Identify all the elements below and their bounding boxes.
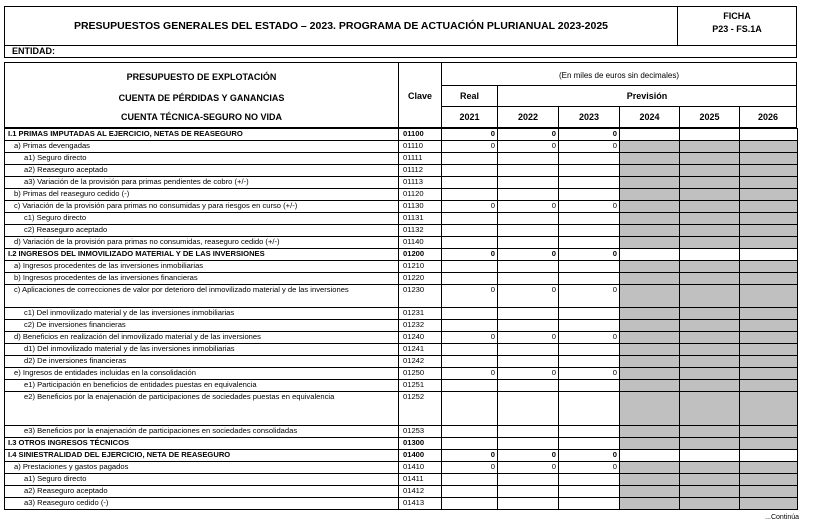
forecast-cell-2024 bbox=[620, 498, 680, 510]
value-cell-2023[interactable] bbox=[559, 273, 620, 285]
row-label: a) Prestaciones y gastos pagados bbox=[5, 462, 399, 474]
entidad-row bbox=[4, 45, 797, 58]
row-clave: 01200 bbox=[399, 249, 442, 261]
forecast-cell-2026 bbox=[740, 438, 798, 450]
forecast-cell-2025[interactable] bbox=[680, 450, 740, 462]
row-clave: 01300 bbox=[399, 438, 442, 450]
forecast-cell-2026 bbox=[740, 213, 798, 225]
value-cell-2022[interactable]: 0 bbox=[498, 332, 559, 344]
forecast-cell-2024 bbox=[620, 225, 680, 237]
value-cell-2023[interactable] bbox=[559, 165, 620, 177]
row-label: a1) Seguro directo bbox=[5, 474, 399, 486]
value-cell-2021[interactable] bbox=[442, 225, 498, 237]
header-clave: Clave bbox=[407, 91, 433, 101]
value-cell-2023[interactable] bbox=[559, 474, 620, 486]
forecast-cell-2025 bbox=[680, 474, 740, 486]
row-label: b) Ingresos procedentes de las inversiones financieras bbox=[5, 273, 399, 285]
value-cell-2021[interactable] bbox=[442, 498, 498, 510]
row-label: b) Primas del reaseguro cedido (-) bbox=[5, 189, 399, 201]
row-clave: 01230 bbox=[399, 285, 442, 308]
value-cell-2021[interactable] bbox=[442, 344, 498, 356]
forecast-cell-2024 bbox=[620, 344, 680, 356]
table-row bbox=[5, 380, 798, 392]
value-cell-2022[interactable] bbox=[498, 165, 559, 177]
header-left-line2: CUENTA DE PÉRDIDAS Y GANANCIAS bbox=[118, 93, 285, 103]
value-cell-2022[interactable] bbox=[498, 426, 559, 438]
row-label: c1) Seguro directo bbox=[5, 213, 399, 225]
row-label: I.1 PRIMAS IMPUTADAS AL EJERCICIO, NETAS DE REASEGURO bbox=[5, 129, 399, 141]
value-cell-2023[interactable]: 0 bbox=[559, 201, 620, 213]
forecast-cell-2025 bbox=[680, 201, 740, 213]
forecast-cell-2026 bbox=[740, 392, 798, 426]
value-cell-2023[interactable]: 0 bbox=[559, 129, 620, 141]
forecast-cell-2026 bbox=[740, 356, 798, 368]
value-cell-2021[interactable] bbox=[442, 320, 498, 332]
table-row bbox=[5, 189, 798, 201]
row-label: e1) Participación en beneficios de entidades puestas en equivalencia bbox=[5, 380, 399, 392]
forecast-cell-2024 bbox=[620, 438, 680, 450]
year-2024: 2024 bbox=[639, 112, 660, 122]
ficha-code: P23 - FS.1A bbox=[712, 24, 762, 34]
ficha-label: FICHA bbox=[723, 11, 751, 21]
value-cell-2021[interactable] bbox=[442, 165, 498, 177]
forecast-cell-2025 bbox=[680, 285, 740, 308]
value-cell-2022[interactable] bbox=[498, 189, 559, 201]
forecast-cell-2026 bbox=[740, 344, 798, 356]
value-cell-2023[interactable] bbox=[559, 237, 620, 249]
header-real: Real bbox=[459, 91, 479, 101]
forecast-cell-2025 bbox=[680, 261, 740, 273]
row-clave: 01131 bbox=[399, 213, 442, 225]
units-note-text: (En miles de euros sin decimales) bbox=[558, 71, 680, 80]
table-row bbox=[5, 462, 798, 474]
table-row bbox=[5, 225, 798, 237]
value-cell-2022[interactable]: 0 bbox=[498, 368, 559, 380]
value-cell-2023[interactable]: 0 bbox=[559, 332, 620, 344]
value-cell-2021[interactable] bbox=[442, 261, 498, 273]
forecast-cell-2025 bbox=[680, 153, 740, 165]
value-cell-2021[interactable] bbox=[442, 177, 498, 189]
forecast-cell-2025 bbox=[680, 308, 740, 320]
value-cell-2023[interactable]: 0 bbox=[559, 368, 620, 380]
row-clave: 01100 bbox=[399, 129, 442, 141]
forecast-cell-2026 bbox=[740, 462, 798, 474]
forecast-cell-2026 bbox=[740, 189, 798, 201]
forecast-cell-2026 bbox=[740, 273, 798, 285]
row-clave: 01252 bbox=[399, 392, 442, 426]
forecast-cell-2025 bbox=[680, 392, 740, 426]
table-row bbox=[5, 261, 798, 273]
forecast-cell-2026 bbox=[740, 474, 798, 486]
value-cell-2021[interactable] bbox=[442, 153, 498, 165]
row-label: a) Primas devengadas bbox=[5, 141, 399, 153]
forecast-cell-2026 bbox=[740, 486, 798, 498]
value-cell-2023[interactable] bbox=[559, 225, 620, 237]
value-cell-2021[interactable]: 0 bbox=[442, 450, 498, 462]
value-cell-2021[interactable]: 0 bbox=[442, 285, 498, 308]
row-label: d2) De inversiones financieras bbox=[5, 356, 399, 368]
forecast-cell-2024 bbox=[620, 486, 680, 498]
table-row bbox=[5, 141, 798, 153]
forecast-cell-2024 bbox=[620, 320, 680, 332]
forecast-cell-2026 bbox=[740, 201, 798, 213]
value-cell-2023[interactable] bbox=[559, 486, 620, 498]
table-row bbox=[5, 498, 798, 510]
value-cell-2022[interactable]: 0 bbox=[498, 141, 559, 153]
row-label: c) Variación de la provisión para primas no consumidas y para riesgos en curso (+/-) bbox=[5, 201, 399, 213]
forecast-cell-2024 bbox=[620, 368, 680, 380]
row-label: a1) Seguro directo bbox=[5, 153, 399, 165]
table-row bbox=[5, 273, 798, 285]
row-label: c2) De inversiones financieras bbox=[5, 320, 399, 332]
row-clave: 01220 bbox=[399, 273, 442, 285]
value-cell-2022[interactable] bbox=[498, 356, 559, 368]
forecast-cell-2026 bbox=[740, 380, 798, 392]
value-cell-2023[interactable]: 0 bbox=[559, 249, 620, 261]
row-label: d1) Del inmovilizado material y de las inversiones inmobiliarias bbox=[5, 344, 399, 356]
forecast-cell-2026 bbox=[740, 225, 798, 237]
row-label: c2) Reaseguro aceptado bbox=[5, 225, 399, 237]
header-left-line1: PRESUPUESTO DE EXPLOTACIÓN bbox=[126, 72, 277, 82]
forecast-cell-2025 bbox=[680, 177, 740, 189]
value-cell-2022[interactable]: 0 bbox=[498, 201, 559, 213]
table-row bbox=[5, 368, 798, 380]
table-row bbox=[5, 285, 798, 308]
forecast-cell-2025 bbox=[680, 438, 740, 450]
value-cell-2022[interactable] bbox=[498, 261, 559, 273]
continua-note bbox=[765, 514, 799, 521]
forecast-cell-2024 bbox=[620, 165, 680, 177]
row-clave: 01400 bbox=[399, 450, 442, 462]
forecast-cell-2024 bbox=[620, 308, 680, 320]
forecast-cell-2026 bbox=[740, 177, 798, 189]
row-label: I.4 SINIESTRALIDAD DEL EJERCICIO, NETA DE REASEGURO bbox=[5, 450, 399, 462]
forecast-cell-2025[interactable] bbox=[680, 249, 740, 261]
value-cell-2022[interactable] bbox=[498, 486, 559, 498]
value-cell-2021[interactable] bbox=[442, 356, 498, 368]
row-clave: 01411 bbox=[399, 474, 442, 486]
forecast-cell-2024 bbox=[620, 356, 680, 368]
row-clave: 01241 bbox=[399, 344, 442, 356]
value-cell-2021[interactable] bbox=[442, 273, 498, 285]
value-cell-2022[interactable]: 0 bbox=[498, 129, 559, 141]
value-cell-2022[interactable]: 0 bbox=[498, 450, 559, 462]
header-left-line3: CUENTA TÉCNICA-SEGURO NO VIDA bbox=[120, 112, 282, 122]
column-header bbox=[4, 62, 797, 128]
value-cell-2021[interactable]: 0 bbox=[442, 249, 498, 261]
value-cell-2023[interactable] bbox=[559, 380, 620, 392]
value-cell-2022[interactable] bbox=[498, 498, 559, 510]
value-cell-2021[interactable] bbox=[442, 237, 498, 249]
value-cell-2023[interactable] bbox=[559, 213, 620, 225]
forecast-cell-2024 bbox=[620, 332, 680, 344]
value-cell-2021[interactable]: 0 bbox=[442, 332, 498, 344]
table-row bbox=[5, 201, 798, 213]
forecast-cell-2026[interactable] bbox=[740, 249, 798, 261]
forecast-cell-2024 bbox=[620, 237, 680, 249]
forecast-cell-2024[interactable] bbox=[620, 450, 680, 462]
forecast-cell-2024 bbox=[620, 392, 680, 426]
value-cell-2021[interactable] bbox=[442, 486, 498, 498]
table-row bbox=[5, 165, 798, 177]
forecast-cell-2026 bbox=[740, 261, 798, 273]
forecast-cell-2024 bbox=[620, 177, 680, 189]
value-cell-2022[interactable] bbox=[498, 308, 559, 320]
value-cell-2022[interactable]: 0 bbox=[498, 249, 559, 261]
row-clave: 01413 bbox=[399, 498, 442, 510]
header-hline-1 bbox=[442, 85, 796, 86]
forecast-cell-2024 bbox=[620, 261, 680, 273]
table-row bbox=[5, 237, 798, 249]
value-cell-2023[interactable] bbox=[559, 177, 620, 189]
value-cell-2022[interactable]: 0 bbox=[498, 285, 559, 308]
row-label: c) Aplicaciones de correcciones de valor por deterioro del inmovilizado material y de las inversiones bbox=[5, 285, 399, 308]
value-cell-2021[interactable]: 0 bbox=[442, 129, 498, 141]
row-clave: 01111 bbox=[399, 153, 442, 165]
row-clave: 01210 bbox=[399, 261, 442, 273]
row-label: d) Beneficios en realización del inmovilizado material y de las inversiones bbox=[5, 332, 399, 344]
value-cell-2021[interactable] bbox=[442, 213, 498, 225]
value-cell-2022[interactable] bbox=[498, 474, 559, 486]
year-2026: 2026 bbox=[757, 112, 779, 122]
value-cell-2021[interactable] bbox=[442, 426, 498, 438]
forecast-cell-2024 bbox=[620, 462, 680, 474]
forecast-cell-2026[interactable] bbox=[740, 129, 798, 141]
forecast-cell-2026 bbox=[740, 320, 798, 332]
row-clave: 01110 bbox=[399, 141, 442, 153]
forecast-cell-2024 bbox=[620, 474, 680, 486]
forecast-cell-2025[interactable] bbox=[680, 129, 740, 141]
value-cell-2021[interactable] bbox=[442, 308, 498, 320]
table-row bbox=[5, 177, 798, 189]
value-cell-2021[interactable] bbox=[442, 438, 498, 450]
table-row bbox=[5, 450, 798, 462]
value-cell-2022[interactable] bbox=[498, 225, 559, 237]
form-title bbox=[4, 6, 678, 46]
forecast-cell-2024[interactable] bbox=[620, 129, 680, 141]
forecast-cell-2025 bbox=[680, 344, 740, 356]
forecast-cell-2025 bbox=[680, 141, 740, 153]
row-label: e3) Beneficios por la enajenación de participaciones en sociedades consolidadas bbox=[5, 426, 399, 438]
forecast-cell-2026 bbox=[740, 308, 798, 320]
table-row bbox=[5, 426, 798, 438]
header-units-note bbox=[442, 71, 796, 80]
row-label: e) Ingresos de entidades incluidas en la consolidación bbox=[5, 368, 399, 380]
value-cell-2023[interactable] bbox=[559, 356, 620, 368]
value-cell-2021[interactable]: 0 bbox=[442, 141, 498, 153]
year-2021: 2021 bbox=[459, 112, 480, 122]
budget-table bbox=[4, 128, 798, 510]
value-cell-2023[interactable]: 0 bbox=[559, 462, 620, 474]
forecast-cell-2025 bbox=[680, 225, 740, 237]
value-cell-2021[interactable] bbox=[442, 380, 498, 392]
value-cell-2023[interactable] bbox=[559, 344, 620, 356]
row-clave: 01113 bbox=[399, 177, 442, 189]
forecast-cell-2025 bbox=[680, 368, 740, 380]
forecast-cell-2025 bbox=[680, 165, 740, 177]
value-cell-2022[interactable] bbox=[498, 392, 559, 426]
value-cell-2023[interactable] bbox=[559, 189, 620, 201]
table-row bbox=[5, 392, 798, 426]
forecast-cell-2024 bbox=[620, 141, 680, 153]
forecast-cell-2025 bbox=[680, 426, 740, 438]
forecast-cell-2025 bbox=[680, 462, 740, 474]
row-clave: 01253 bbox=[399, 426, 442, 438]
value-cell-2023[interactable] bbox=[559, 392, 620, 426]
row-clave: 01412 bbox=[399, 486, 442, 498]
value-cell-2022[interactable] bbox=[498, 237, 559, 249]
value-cell-2021[interactable]: 0 bbox=[442, 201, 498, 213]
value-cell-2022[interactable] bbox=[498, 177, 559, 189]
row-clave: 01232 bbox=[399, 320, 442, 332]
value-cell-2023[interactable] bbox=[559, 320, 620, 332]
form-title-text: PRESUPUESTOS GENERALES DEL ESTADO – 2023. PROGRAMA DE ACTUACIÓN PLURIANUAL 2023-2025 bbox=[73, 20, 609, 32]
row-label: d) Variación de la provisión para primas no consumidas, reaseguro cedido (+/-) bbox=[5, 237, 399, 249]
table-row bbox=[5, 129, 798, 141]
value-cell-2022[interactable] bbox=[498, 273, 559, 285]
table-row bbox=[5, 356, 798, 368]
continua-text: ...Continúa bbox=[765, 514, 799, 521]
table-row bbox=[5, 249, 798, 261]
row-label: e2) Beneficios por la enajenación de participaciones de sociedades puestas en equivalencia bbox=[5, 392, 399, 426]
value-cell-2023[interactable] bbox=[559, 426, 620, 438]
forecast-cell-2026 bbox=[740, 285, 798, 308]
entidad-label: ENTIDAD: bbox=[12, 46, 55, 56]
value-cell-2023[interactable] bbox=[559, 308, 620, 320]
value-cell-2023[interactable]: 0 bbox=[559, 450, 620, 462]
value-cell-2022[interactable] bbox=[498, 213, 559, 225]
forecast-cell-2025 bbox=[680, 498, 740, 510]
year-2023: 2023 bbox=[578, 112, 600, 122]
forecast-cell-2026 bbox=[740, 141, 798, 153]
row-label: a3) Reaseguro cedido (-) bbox=[5, 498, 399, 510]
year-2022: 2022 bbox=[517, 112, 539, 122]
value-cell-2021[interactable] bbox=[442, 474, 498, 486]
table-row bbox=[5, 320, 798, 332]
row-label: I.3 OTROS INGRESOS TÉCNICOS bbox=[5, 438, 399, 450]
value-cell-2023[interactable] bbox=[559, 498, 620, 510]
value-cell-2023[interactable]: 0 bbox=[559, 141, 620, 153]
forecast-cell-2025 bbox=[680, 356, 740, 368]
forecast-cell-2025 bbox=[680, 237, 740, 249]
forecast-cell-2024 bbox=[620, 213, 680, 225]
row-clave: 01410 bbox=[399, 462, 442, 474]
forecast-cell-2026 bbox=[740, 498, 798, 510]
forecast-cell-2024 bbox=[620, 380, 680, 392]
header-prevision: Previsión bbox=[626, 91, 668, 101]
value-cell-2023[interactable]: 0 bbox=[559, 285, 620, 308]
row-label: a3) Variación de la provisión para primas pendientes de cobro (+/-) bbox=[5, 177, 399, 189]
row-clave: 01120 bbox=[399, 189, 442, 201]
forecast-cell-2024 bbox=[620, 201, 680, 213]
forecast-cell-2026 bbox=[740, 165, 798, 177]
forecast-cell-2026 bbox=[740, 368, 798, 380]
value-cell-2021[interactable]: 0 bbox=[442, 368, 498, 380]
row-label: I.2 INGRESOS DEL INMOVILIZADO MATERIAL Y DE LAS INVERSIONES bbox=[5, 249, 399, 261]
ficha-box bbox=[677, 6, 797, 46]
value-cell-2021[interactable]: 0 bbox=[442, 462, 498, 474]
row-clave: 01112 bbox=[399, 165, 442, 177]
row-clave: 01240 bbox=[399, 332, 442, 344]
value-cell-2022[interactable] bbox=[498, 153, 559, 165]
row-clave: 01130 bbox=[399, 201, 442, 213]
table-row bbox=[5, 308, 798, 320]
table-row bbox=[5, 474, 798, 486]
forecast-cell-2024 bbox=[620, 153, 680, 165]
forecast-cell-2025 bbox=[680, 189, 740, 201]
forecast-cell-2025 bbox=[680, 213, 740, 225]
value-cell-2022[interactable] bbox=[498, 438, 559, 450]
value-cell-2023[interactable] bbox=[559, 261, 620, 273]
forecast-cell-2024 bbox=[620, 189, 680, 201]
value-cell-2022[interactable] bbox=[498, 380, 559, 392]
forecast-cell-2024 bbox=[620, 426, 680, 438]
table-row bbox=[5, 213, 798, 225]
forecast-cell-2025 bbox=[680, 332, 740, 344]
forecast-cell-2024 bbox=[620, 285, 680, 308]
table-row bbox=[5, 486, 798, 498]
forecast-cell-2025 bbox=[680, 486, 740, 498]
row-label: c1) Del inmovilizado material y de las inversiones inmobiliarias bbox=[5, 308, 399, 320]
row-clave: 01251 bbox=[399, 380, 442, 392]
value-cell-2021[interactable] bbox=[442, 392, 498, 426]
forecast-cell-2026 bbox=[740, 153, 798, 165]
table-row bbox=[5, 153, 798, 165]
forecast-cell-2024[interactable] bbox=[620, 249, 680, 261]
value-cell-2022[interactable] bbox=[498, 320, 559, 332]
value-cell-2022[interactable] bbox=[498, 344, 559, 356]
row-label: a2) Reaseguro aceptado bbox=[5, 165, 399, 177]
forecast-cell-2026[interactable] bbox=[740, 450, 798, 462]
year-2025: 2025 bbox=[699, 112, 720, 122]
forecast-cell-2025 bbox=[680, 380, 740, 392]
row-label: a2) Reaseguro aceptado bbox=[5, 486, 399, 498]
row-clave: 01242 bbox=[399, 356, 442, 368]
forecast-cell-2025 bbox=[680, 320, 740, 332]
table-row bbox=[5, 332, 798, 344]
forecast-cell-2026 bbox=[740, 332, 798, 344]
forecast-cell-2026 bbox=[740, 426, 798, 438]
table-row bbox=[5, 344, 798, 356]
row-clave: 01140 bbox=[399, 237, 442, 249]
value-cell-2023[interactable] bbox=[559, 438, 620, 450]
row-label: a) Ingresos procedentes de las inversiones inmobiliarias bbox=[5, 261, 399, 273]
table-row bbox=[5, 438, 798, 450]
row-clave: 01231 bbox=[399, 308, 442, 320]
value-cell-2021[interactable] bbox=[442, 189, 498, 201]
row-clave: 01250 bbox=[399, 368, 442, 380]
value-cell-2022[interactable]: 0 bbox=[498, 462, 559, 474]
forecast-cell-2026 bbox=[740, 237, 798, 249]
row-clave: 01132 bbox=[399, 225, 442, 237]
forecast-cell-2025 bbox=[680, 273, 740, 285]
forecast-cell-2024 bbox=[620, 273, 680, 285]
value-cell-2023[interactable] bbox=[559, 153, 620, 165]
